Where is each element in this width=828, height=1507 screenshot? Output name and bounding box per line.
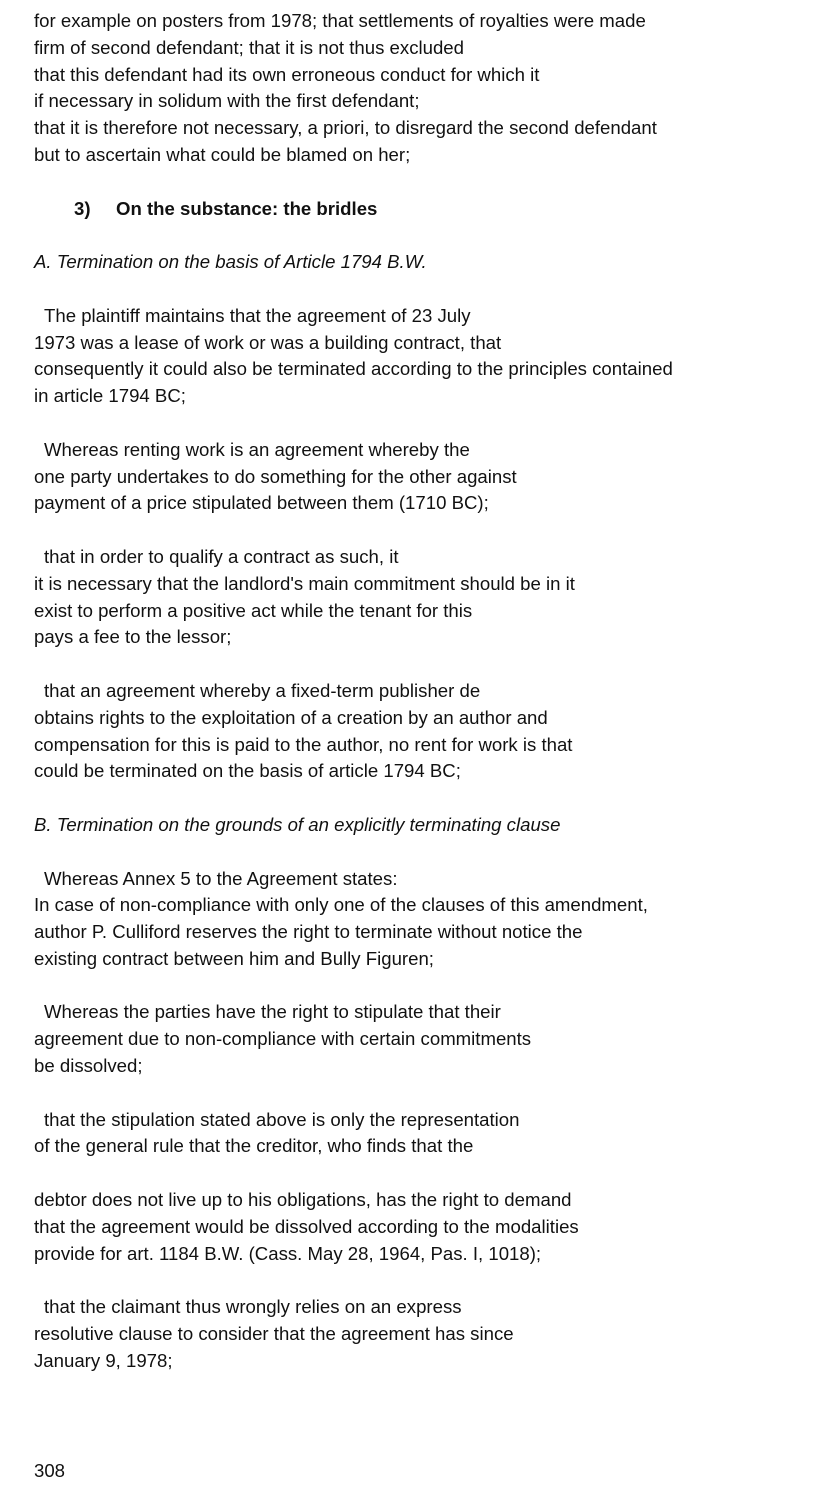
text-line: existing contract between him and Bully Figuren; bbox=[34, 947, 434, 969]
text-line: The plaintiff maintains that the agreement of 23 July bbox=[44, 304, 471, 326]
text-line: In case of non-compliance with only one of the clauses of this amendment, bbox=[34, 894, 648, 916]
text-line: that in order to qualify a contract as such, it bbox=[44, 545, 399, 567]
document-page bbox=[34, 8, 814, 1401]
text-line: that the stipulation stated above is only the representation bbox=[44, 1108, 520, 1130]
text-line: it is necessary that the landlord's main commitment should be in it bbox=[34, 572, 575, 594]
text-line: that this defendant had its own erroneous conduct for which it bbox=[34, 63, 540, 85]
page-number: 308 bbox=[34, 1460, 66, 1481]
text-line: firm of second defendant; that it is not thus excluded bbox=[34, 36, 464, 58]
text-line: of the general rule that the creditor, who finds that the bbox=[34, 1135, 474, 1157]
paragraph bbox=[34, 437, 814, 517]
text-line: debtor does not live up to his obligations, has the right to demand bbox=[34, 1189, 572, 1211]
subsection-a-title: A. Termination on the basis of Article 1794 B.W. bbox=[34, 251, 427, 273]
text-line: pays a fee to the lessor; bbox=[34, 626, 232, 648]
text-line: that an agreement whereby a fixed-term publisher de bbox=[44, 679, 481, 701]
text-line: that it is therefore not necessary, a priori, to disregard the second defendant bbox=[34, 117, 657, 139]
paragraph bbox=[34, 544, 814, 651]
text-line: obtains rights to the exploitation of a creation by an author and bbox=[34, 706, 548, 728]
text-line: author P. Culliford reserves the right to terminate without notice the bbox=[34, 921, 583, 943]
text-line: payment of a price stipulated between them (1710 BC); bbox=[34, 492, 489, 514]
text-line: that the agreement would be dissolved according to the modalities bbox=[34, 1215, 579, 1237]
text-line: resolutive clause to consider that the agreement has since bbox=[34, 1323, 514, 1345]
section-heading bbox=[34, 196, 814, 223]
paragraph bbox=[34, 866, 814, 973]
section-number: 3) bbox=[74, 197, 91, 219]
intro-paragraph bbox=[34, 8, 814, 169]
text-line: compensation for this is paid to the author, no rent for work is that bbox=[34, 733, 573, 755]
text-line: exist to perform a positive act while the tenant for this bbox=[34, 599, 473, 621]
paragraph bbox=[34, 1107, 814, 1161]
text-line: in article 1794 BC; bbox=[34, 385, 186, 407]
paragraph bbox=[34, 999, 814, 1079]
text-line: provide for art. 1184 B.W. (Cass. May 28, 1964, Pas. I, 1018); bbox=[34, 1242, 542, 1264]
text-line: Whereas renting work is an agreement whereby the bbox=[44, 438, 470, 460]
text-line: 1973 was a lease of work or was a building contract, that bbox=[34, 331, 502, 353]
text-line: for example on posters from 1978; that settlements of royalties were made bbox=[34, 10, 646, 31]
text-line: one party undertakes to do something for the other against bbox=[34, 465, 517, 487]
paragraph bbox=[34, 1187, 814, 1267]
paragraph bbox=[34, 678, 814, 785]
paragraph bbox=[34, 1294, 814, 1374]
text-line: Whereas the parties have the right to stipulate that their bbox=[44, 1001, 501, 1023]
text-line: agreement due to non-compliance with certain commitments bbox=[34, 1028, 532, 1050]
text-line: consequently it could also be terminated according to the principles contained bbox=[34, 358, 673, 380]
text-line: January 9, 1978; bbox=[34, 1349, 173, 1371]
subsection-b-title: B. Termination on the grounds of an explicitly terminating clause bbox=[34, 813, 561, 835]
section-title: On the substance: the bridles bbox=[116, 197, 378, 219]
text-line: could be terminated on the basis of article 1794 BC; bbox=[34, 760, 461, 782]
text-line: that the claimant thus wrongly relies on an express bbox=[44, 1296, 462, 1318]
text-line: but to ascertain what could be blamed on her; bbox=[34, 143, 411, 165]
text-line: be dissolved; bbox=[34, 1055, 143, 1077]
text-line: if necessary in solidum with the first defendant; bbox=[34, 90, 420, 112]
paragraph bbox=[34, 303, 814, 410]
text-line: Whereas Annex 5 to the Agreement states: bbox=[44, 867, 398, 889]
